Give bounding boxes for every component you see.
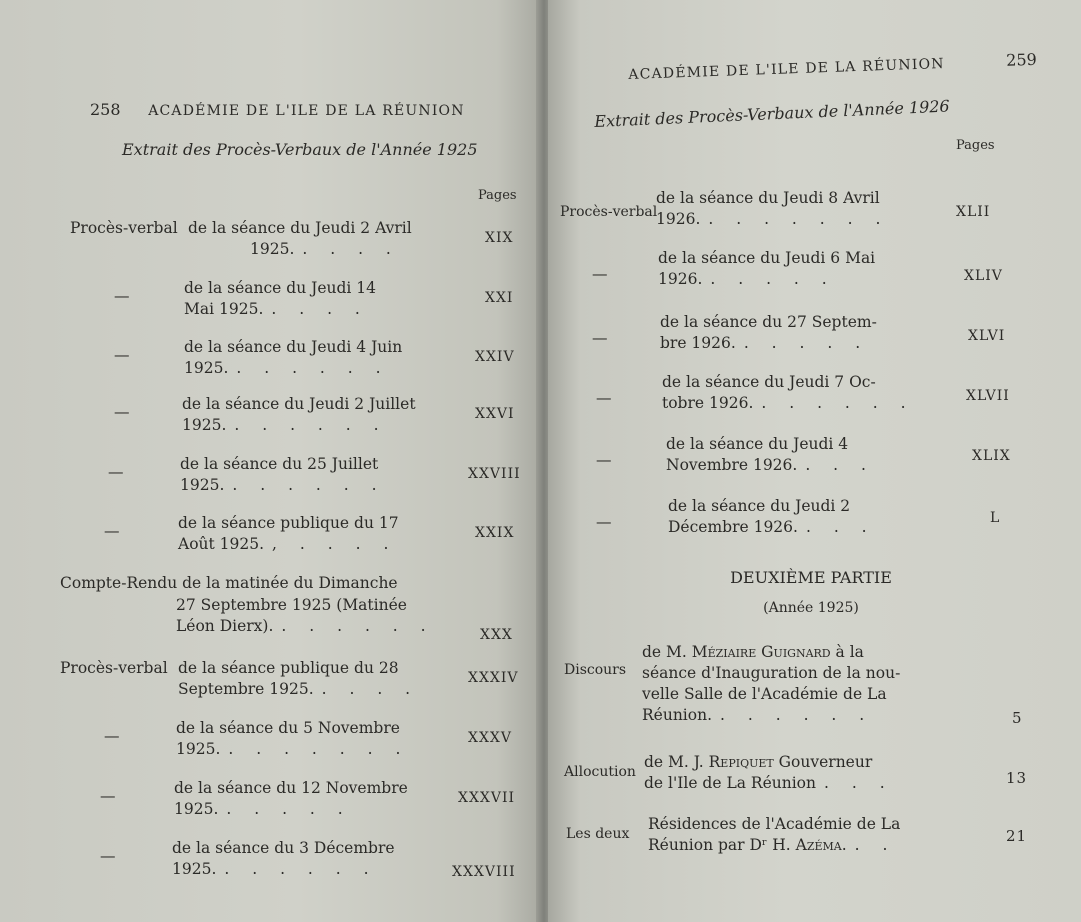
right-pages-label: Pages <box>956 138 995 153</box>
entry-dash: — <box>114 287 130 305</box>
author-name: Méziaire Guignard <box>691 643 831 661</box>
entry-label: Procès-verbal <box>560 204 658 220</box>
left-entry <box>60 658 530 702</box>
entry-page: 5 <box>1012 709 1023 727</box>
entry-page: XXVIII <box>468 466 521 482</box>
entry-page: XXIX <box>475 525 515 541</box>
entry-line: 1925. <box>250 240 295 258</box>
entry-line: Décembre 1926. <box>668 518 798 536</box>
entry-line: 1925. <box>184 359 229 377</box>
left-entry <box>70 454 530 498</box>
leader-dots: . . . . . . . <box>708 210 890 228</box>
entry-dash: — <box>596 451 612 469</box>
left-entry <box>70 278 530 322</box>
entry-page: XXXV <box>468 730 513 746</box>
left-entry <box>70 838 530 882</box>
entry-page: L <box>990 510 1001 526</box>
leader-dots: . . . <box>823 774 894 792</box>
leader-dots: . . . <box>805 456 875 474</box>
right-running-head-text: ACADÉMIE DE L'ILE DE LA RÉUNION <box>628 55 945 83</box>
leader-dots: , . . . . <box>272 535 398 553</box>
entry-label: Discours <box>564 662 627 678</box>
entry-line: 1925. <box>180 476 225 494</box>
entry-page: XXX <box>480 627 513 643</box>
entry-page: XXVI <box>475 406 515 422</box>
entry-page: XLIX <box>972 448 1011 464</box>
leader-dots: . . . . . <box>710 270 836 288</box>
entry-dash: — <box>114 403 130 421</box>
entry-page: XXXVIII <box>452 864 516 880</box>
entry-page: XLVII <box>966 388 1010 404</box>
leader-dots: . . . . . . <box>224 860 378 878</box>
left-running-head-text: ACADÉMIE DE L'ILE DE LA RÉUNION <box>148 103 465 119</box>
entry-line: de la séance du Jeudi 7 Oc- <box>662 373 876 391</box>
entry-line: 1926. <box>658 270 703 288</box>
entry-line: 1925. <box>172 860 217 878</box>
entry-dash: — <box>104 522 120 540</box>
leader-dots: . . . . . . . <box>228 740 410 758</box>
right-entry <box>588 248 1065 292</box>
entry-page: XXXVII <box>458 790 516 806</box>
author-name: Repiquet <box>708 753 774 771</box>
entry-line: Novembre 1926. <box>666 456 798 474</box>
right-subtitle: Extrait des Procès-Verbaux de l'Année 1926 <box>594 96 951 131</box>
left-entry <box>70 218 530 262</box>
entry-line: tobre 1926. <box>662 394 754 412</box>
entry-dash: — <box>596 513 612 531</box>
entry-line: Réunion. <box>642 706 713 724</box>
left-entry <box>70 778 530 822</box>
entry-label: Procès-verbal <box>70 219 178 237</box>
entry-line: velle Salle de l'Académie de La <box>642 685 887 703</box>
right-entry <box>588 434 1065 478</box>
entry-line: 1925. <box>174 800 219 818</box>
entry-label: Allocution <box>564 764 636 780</box>
entry-line: séance d'Inauguration de la nou- <box>642 664 901 682</box>
leader-dots: . . . . . . <box>232 476 386 494</box>
entry-line: de M. Méziaire Guignard à la <box>642 643 864 661</box>
right-entry <box>588 312 1065 356</box>
entry-dash: — <box>592 329 608 347</box>
leader-dots: . . . . . <box>226 800 352 818</box>
entry-line: de la séance du Jeudi 2 Juillet <box>182 395 416 413</box>
entry-line: de la séance du Jeudi 8 Avril <box>656 189 880 207</box>
entry-line: 1925. <box>176 740 221 758</box>
entry-page: XLIV <box>964 268 1003 284</box>
entry-line: de la séance du Jeudi 2 Avril <box>188 219 412 237</box>
entry-label: Compte-Rendu de la matinée du Dimanche <box>60 574 398 592</box>
right-running-head <box>628 50 1037 83</box>
entry-dash: — <box>114 346 130 364</box>
part-year: (Année 1925) <box>763 600 859 616</box>
leader-dots: . . . . <box>302 240 400 258</box>
entry-line: de la séance du 27 Septem- <box>660 313 877 331</box>
left-running-head <box>90 100 465 119</box>
entry-label: Les deux <box>566 826 630 842</box>
entry-page: XIX <box>485 230 514 246</box>
left-entry <box>70 513 530 557</box>
entry-dash: — <box>592 265 608 283</box>
entry-line: Léon Dierx). <box>176 617 274 635</box>
entry-line: de l'Ile de La Réunion <box>644 774 816 792</box>
entry-line: 1925. <box>182 416 227 434</box>
entry-line: de la séance publique du 28 <box>178 659 399 677</box>
left-subtitle: Extrait des Procès-Verbaux de l'Année 1925 <box>122 140 478 159</box>
right-entry <box>588 372 1065 416</box>
right-entry <box>560 188 1065 232</box>
left-entry <box>70 394 530 438</box>
leader-dots: . . . . <box>321 680 420 698</box>
right-entry-discours <box>564 642 1065 734</box>
left-page <box>0 0 540 922</box>
entry-line: de la séance du Jeudi 2 <box>668 497 851 515</box>
entry-page: XXI <box>485 290 514 306</box>
leader-dots: . . . <box>805 518 876 536</box>
entry-line: de la séance du Jeudi 14 <box>184 279 377 297</box>
right-entry-residences <box>566 814 1065 862</box>
entry-line: de la séance du 12 Novembre <box>174 779 408 797</box>
leader-dots: . . . . . . <box>281 617 435 635</box>
right-page <box>548 0 1081 922</box>
entry-line: de la séance du Jeudi 6 Mai <box>658 249 876 267</box>
leader-dots: . . <box>854 836 897 854</box>
part-title: DEUXIÈME PARTIE <box>730 568 892 587</box>
entry-line: 1926. <box>656 210 701 228</box>
left-page-number: 258 <box>90 100 121 119</box>
entry-line: Réunion par Dʳ H. Azéma. . . <box>648 836 897 854</box>
left-entry <box>60 573 530 643</box>
entry-line: Septembre 1925. <box>178 680 314 698</box>
right-page-number: 259 <box>1005 49 1038 70</box>
left-entry <box>70 337 530 381</box>
right-entry-allocution <box>564 752 1065 800</box>
entry-page: XXXIV <box>468 670 519 686</box>
entry-page: 21 <box>1006 827 1028 845</box>
leader-dots: . . . . <box>271 300 369 318</box>
entry-dash: — <box>104 727 120 745</box>
entry-line: Résidences de l'Académie de La <box>648 815 901 833</box>
right-entry <box>588 496 1065 540</box>
left-entry <box>70 718 530 762</box>
entry-page: XLII <box>956 204 991 220</box>
author-name: Azéma <box>795 836 842 854</box>
entry-dash: — <box>596 389 612 407</box>
entry-page: 13 <box>1006 769 1028 787</box>
entry-line: Août 1925. <box>178 535 265 553</box>
entry-line: bre 1926. <box>660 334 736 352</box>
leader-dots: . . . . . . <box>236 359 390 377</box>
entry-dash: — <box>108 463 124 481</box>
entry-line: Mai 1925. <box>184 300 264 318</box>
leader-dots: . . . . . . <box>761 394 915 412</box>
entry-label: Procès-verbal <box>60 659 168 677</box>
entry-line: de la séance publique du 17 <box>178 514 399 532</box>
entry-line: de la séance du Jeudi 4 Juin <box>184 338 403 356</box>
entry-line: de la séance du 25 Juillet <box>180 455 379 473</box>
leader-dots: . . . . . . <box>720 706 874 724</box>
leader-dots: . . . . . <box>743 334 870 352</box>
entry-dash: — <box>100 847 116 865</box>
entry-page: XXIV <box>475 349 515 365</box>
entry-page: XLVI <box>968 328 1006 344</box>
entry-line: de la séance du 5 Novembre <box>176 719 400 737</box>
entry-line: de la séance du Jeudi 4 <box>666 435 849 453</box>
left-pages-label: Pages <box>478 188 517 203</box>
entry-line: 27 Septembre 1925 (Matinée <box>176 596 407 614</box>
entry-line: de M. J. Repiquet Gouverneur <box>644 753 873 771</box>
entry-dash: — <box>100 787 116 805</box>
leader-dots: . . . . . . <box>234 416 388 434</box>
entry-line: de la séance du 3 Décembre <box>172 839 395 857</box>
